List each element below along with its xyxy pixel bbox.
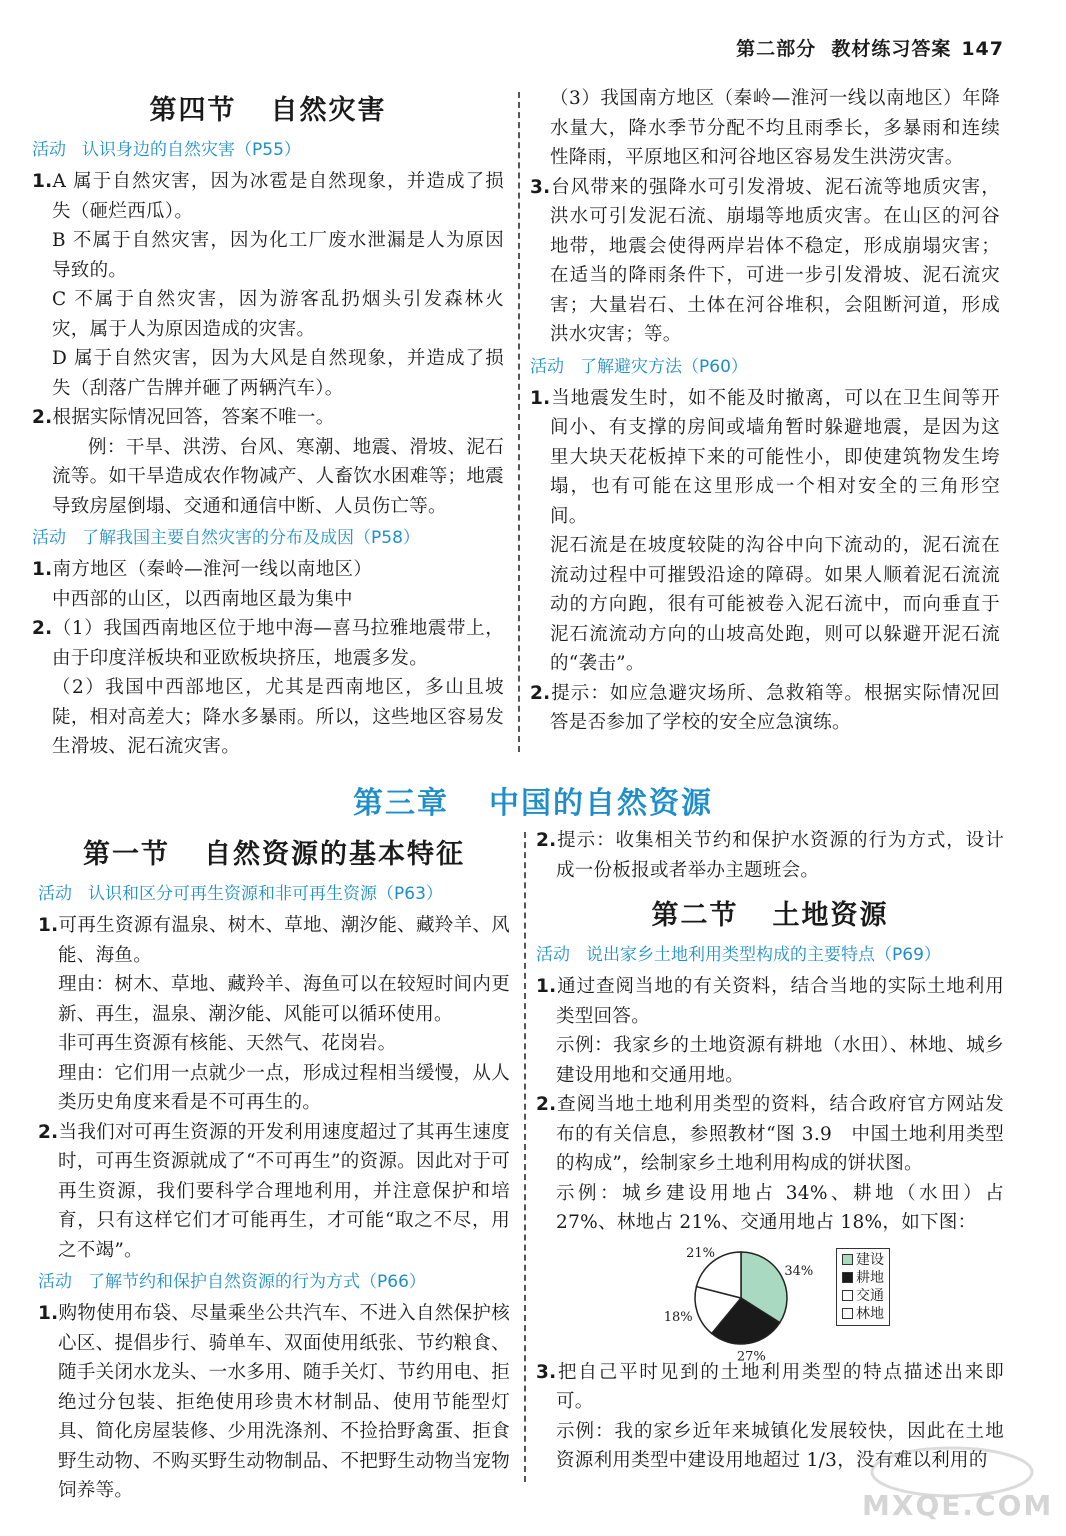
legend-entry bbox=[842, 1287, 884, 1305]
answer-text: 理由：它们用一点就少一点，形成过程相当缓慢，从人类历史角度来看是不可再生的。 bbox=[58, 1062, 510, 1113]
legend-label: 林地 bbox=[856, 1305, 884, 1322]
legend-swatch bbox=[842, 1254, 853, 1265]
answer-item: 1.通过查阅当地的有关资料，结合当地的实际土地利用类型回答。 bbox=[536, 976, 1004, 1027]
answer-text: C 不属于自然灾害，因为游客乱扔烟头引发森林火灾，属于人为原因造成的灾害。 bbox=[52, 289, 504, 340]
section1-left-column bbox=[38, 832, 510, 1506]
page-header bbox=[736, 34, 1004, 61]
answer-item: 1.购物使用布袋、尽量乘坐公共汽车、不进入自然保护核心区、提倡步行、骑单车、双面使用纸张、节约粮食、随手关闭水龙头、一水多用、随手关灯、节约用电、拒绝过分包装、拒绝使用珍贵木材制品、使用节能型灯具、简化房屋装修、少用洗涤剂、不捡拾野禽蛋、拒食野生动物、不购买野生动物制品、不把野生动物当宠物饲养等。 bbox=[38, 1303, 510, 1501]
answer-text: 示例：我家乡的土地资源有耕地（水田）、林地、城乡建设用地和交通用地。 bbox=[556, 1035, 1004, 1086]
answer-text: 理由：树木、草地、藏羚羊、海鱼可以在较短时间内更新、再生，温泉、潮汐能、风能可以循环使用。 bbox=[58, 974, 510, 1025]
answer-text: 示例：我的家乡近年来城镇化发展较快，因此在土地资源利用类型中建设用地超过 1/3，没有难以利用的 bbox=[556, 1420, 1004, 1471]
column-divider bbox=[524, 832, 526, 1482]
chart-legend bbox=[836, 1248, 890, 1326]
legend-label: 建设 bbox=[856, 1251, 884, 1268]
section-title: 第一节 自然资源的基本特征 bbox=[83, 839, 465, 870]
answer-item: 2.提示：如应急避灾场所、急救箱等。根据实际情况回答是否参加了学校的安全应急演练。 bbox=[530, 682, 1000, 733]
answer-item: 2.根据实际情况回答，答案不唯一。 bbox=[32, 407, 335, 428]
activity-heading: 活动 认识和区分可再生资源和非可再生资源（P63） bbox=[38, 884, 443, 904]
legend-swatch bbox=[842, 1272, 853, 1283]
answer-item: 2.提示：收集相关节约和保护水资源的行为方式，设计成一份板报或者举办主题班会。 bbox=[536, 830, 1004, 881]
legend-label: 耕地 bbox=[856, 1269, 884, 1286]
answer-item: 2.当我们对可再生资源的开发利用速度超过了其再生速度时，可再生资源就成了“不可再生”的资源。因此对于可再生资源，我们要科学合理地利用，并注意保护和培育，只有这样它们才可能再生，才可能“取之不尽，用之不竭”。 bbox=[38, 1121, 510, 1261]
answer-text: （2）我国中西部地区，尤其是西南地区，多山且坡陡，相对高差大；降水多暴雨。所以，这些地区容易发生滑坡、泥石流灾害。 bbox=[52, 677, 504, 757]
answer-item: 1.可再生资源有温泉、树木、草地、潮汐能、藏羚羊、风能、海鱼。 bbox=[38, 915, 510, 966]
page-number: 147 bbox=[961, 38, 1004, 60]
activity-heading: 活动 说出家乡土地利用类型构成的主要特点（P69） bbox=[536, 945, 941, 965]
activity-heading: 活动 了解我国主要自然灾害的分布及成因（P58） bbox=[32, 528, 420, 548]
answer-text: 中西部的山区，以西南地区最为集中 bbox=[52, 588, 353, 610]
pie-value-label: 21% bbox=[686, 1245, 716, 1261]
section2-right-column bbox=[536, 826, 1004, 1476]
pie-value-label: 27% bbox=[736, 1348, 766, 1364]
answer-text: （3）我国南方地区（秦岭—淮河一线以南地区）年降水量大，降水季节分配不均且雨季长，多暴雨和连续性降雨，平原地区和河谷地区容易发生洪涝灾害。 bbox=[550, 88, 1000, 168]
answer-text: 示例：城乡建设用地占 34%、耕地（水田）占 27%、林地占 21%、交通用地占 18%，如下图： bbox=[556, 1182, 1004, 1233]
header-section: 第二部分 bbox=[736, 38, 817, 60]
answer-text: 例：干旱、洪涝、台风、寒潮、地震、滑坡、泥石流等。如干旱造成农作物减产、人畜饮水困难等；地震导致房屋倒塌、交通和通信中断、人员伤亡等。 bbox=[52, 436, 504, 517]
pie-value-label: 18% bbox=[663, 1309, 693, 1325]
section-title: 第二节 土地资源 bbox=[651, 900, 889, 931]
answer-item: 2.查阅当地土地利用类型的资料，结合政府官方网站发布的有关信息，参照教材“图 3.9 中国土地利用类型的构成”，绘制家乡土地利用构成的饼状图。 bbox=[536, 1094, 1004, 1174]
activity-heading: 活动 了解节约和保护自然资源的行为方式（P66） bbox=[38, 1272, 426, 1292]
legend-entry bbox=[842, 1269, 884, 1287]
answer-item: 1.南方地区（秦岭—淮河一线以南地区） bbox=[32, 559, 373, 580]
legend-entry bbox=[842, 1251, 884, 1269]
activity-heading: 活动 认识身边的自然灾害（P55） bbox=[32, 140, 301, 160]
header-title: 教材练习答案 bbox=[831, 38, 952, 60]
answer-item: 1.A 属于自然灾害，因为冰雹是自然现象，并造成了损失（砸烂西瓜）。 bbox=[32, 171, 504, 222]
answer-text: 泥石流是在坡度较陡的沟谷中向下流动的，泥石流在流动过程中可摧毁沿途的障碍。如果人顺着泥石流流动的方向跑，很有可能被卷入泥石流中，而向垂直于泥石流流动方向的山坡高处跑，则可以躲避开泥石流的“袭击”。 bbox=[550, 535, 1000, 674]
section4-left-column bbox=[32, 88, 504, 762]
answer-item: 1.当地震发生时，如不能及时撤离，可以在卫生间等开间小、有支撑的房间或墙角暂时躲避地震，是因为这里大块天花板掉下来的可能性小，即使建筑物发生垮塌，也有可能在这里形成一个相对安全的三角形空间。 bbox=[530, 387, 1000, 527]
legend-swatch bbox=[842, 1290, 853, 1301]
pie-value-label: 34% bbox=[784, 1263, 814, 1279]
section4-right-column bbox=[530, 84, 1000, 738]
chapter-title: 第三章 中国的自然资源 bbox=[353, 786, 713, 821]
answer-item: 3.把自己平时见到的土地利用类型的特点描述出来即可。 bbox=[536, 1361, 1004, 1412]
land-use-pie-chart bbox=[536, 1244, 1004, 1364]
watermark-text: MXQE.COM bbox=[862, 1489, 1054, 1522]
answer-item: 2.（1）我国西南地区位于地中海—喜马拉雅地震带上，由于印度洋板块和亚欧板块挤压，地震多发。 bbox=[32, 618, 504, 669]
activity-heading: 活动 了解避灾方法（P60） bbox=[530, 356, 748, 377]
answer-text: D 属于自然灾害，因为大风是自然现象，并造成了损失（刮落广告牌并砸了两辆汽车）。 bbox=[52, 348, 504, 399]
legend-swatch bbox=[842, 1308, 853, 1319]
column-divider bbox=[518, 92, 520, 752]
pie-chart-svg bbox=[536, 1244, 836, 1364]
answer-item: 3.台风带来的强降水可引发滑坡、泥石流等地质灾害，洪水可引发泥石流、崩塌等地质灾害。在山区的河谷地带，地震会使得两岸岩体不稳定，形成崩塌灾害；在适当的降雨条件下，可进一步引发滑坡、泥石流灾害；大量岩石、土体在河谷堆积，会阻断河道，形成洪水灾害；等。 bbox=[530, 176, 1000, 345]
answer-text: B 不属于自然灾害，因为化工厂废水泄漏是人为原因导致的。 bbox=[52, 230, 504, 281]
watermark-logo bbox=[862, 1442, 1054, 1522]
legend-entry bbox=[842, 1305, 884, 1323]
answer-text: 非可再生资源有核能、天然气、花岗岩。 bbox=[58, 1033, 397, 1054]
legend-label: 交通 bbox=[856, 1287, 884, 1304]
section-title: 第四节 自然灾害 bbox=[149, 95, 387, 126]
